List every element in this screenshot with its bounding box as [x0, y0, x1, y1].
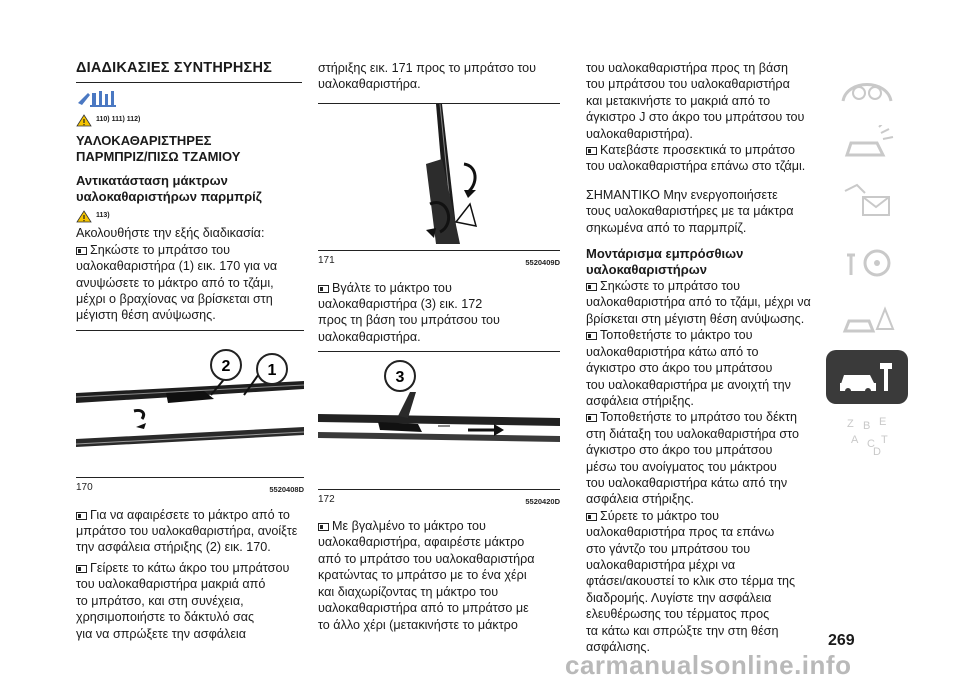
heading-line: υαλοκαθαριστήρων παρμπρίζ — [76, 189, 262, 205]
figure-caption — [318, 250, 560, 271]
car-light-icon — [837, 125, 897, 165]
figure-number: 170 — [76, 482, 93, 494]
text-line: άγκιστρο J στο άκρο του μπράτσου του — [586, 110, 805, 125]
text-line: υαλοκαθαριστήρα από το τζάμι, μέχρι να — [586, 295, 811, 310]
subsection-title — [76, 133, 302, 165]
text-line: σηκωμένα από το παρμπρίζ. — [586, 220, 747, 235]
wiper-maintenance-icon — [76, 89, 128, 109]
text-line: υαλοκαθαριστήρα (3) εικ. 172 — [318, 297, 483, 312]
warning-refs: 110) 111) 112) — [96, 115, 141, 123]
text-line: Σύρετε το μάκτρο του — [600, 508, 720, 523]
text-line: υαλοκαθαριστήρα μέχρι να — [586, 557, 736, 572]
bullet-arrow-icon — [586, 147, 597, 155]
subsection-title-line: ΠΑΡΜΠΡΙΖ/ΠΙΣΩ ΤΖΑΜΙΟΥ — [76, 149, 241, 165]
text-line: μέσω του ανοίγματος του μάκτρου — [586, 459, 777, 474]
text-line: μέχρι ο βραχίονας να βρίσκεται στη — [76, 292, 273, 307]
bullet-arrow-icon — [76, 247, 87, 255]
figure-caption — [318, 489, 560, 510]
continuation-text — [318, 60, 562, 93]
text-line: ασφάλισης. — [586, 640, 650, 654]
text-line: μέγιστη θέση ανύψωσης. — [76, 308, 216, 323]
bullet-arrow-icon — [318, 285, 329, 293]
text-line: του υαλοκαθαριστήρα επάνω στο τζάμι. — [586, 159, 806, 174]
text-line: άγκιστρο στο άκρο του μπράτσου — [586, 443, 773, 458]
step-2 — [76, 507, 302, 556]
alphabet-index-icon — [837, 413, 897, 457]
text-line: άγκιστρο στο άκρο του μπράτσου — [586, 361, 773, 376]
step-c — [586, 409, 822, 507]
figure-170 — [76, 330, 304, 499]
page-number: 269 — [828, 632, 855, 649]
text-line: του υαλοκαθαριστήρα μακριά από — [76, 577, 266, 592]
site-watermark: carmanualsonline.info — [565, 650, 852, 680]
index-letter: C — [867, 438, 875, 450]
text-line: την ασφάλεια στήριξης (2) εικ. 170. — [76, 540, 271, 555]
text-line: το μπράτσο, και στη συνέχεια, — [76, 593, 244, 608]
text-line: φτάσει/ακουστεί το κλικ στο τέρμα της — [586, 574, 796, 589]
tab-messages[interactable] — [826, 176, 908, 230]
dashboard-icon — [837, 67, 897, 107]
step-lower-arm — [586, 142, 822, 175]
text-line: το άλλο χέρι (μετακινήστε το μάκτρο — [318, 617, 518, 632]
bullet-arrow-icon — [586, 513, 597, 521]
callout-3: 3 — [395, 369, 405, 387]
text-line: του υαλοκαθαριστήρα προς τη βάση — [586, 61, 789, 75]
text-line: μπράτσο του υαλοκαθαριστήρα, ανοίξτε — [76, 524, 298, 539]
text-line: βρίσκεται στη μέγιστη θέση ανύψωσης. — [586, 311, 805, 326]
text-line: ασφάλεια στήριξης. — [586, 492, 694, 507]
text-line: στη διάταξη του υαλοκαθαριστήρα στο — [586, 426, 799, 441]
step-remove-blade — [318, 280, 562, 346]
column-1 — [76, 60, 302, 642]
important-note — [586, 187, 822, 236]
index-letter: A — [851, 434, 859, 446]
text-line: και μετακινήστε το μακριά από το — [586, 93, 771, 108]
text-line: του μπράτσου του υαλοκαθαριστήρα — [586, 77, 790, 92]
wiper-blade-slide-illustration — [318, 352, 560, 482]
tab-lights[interactable] — [826, 118, 908, 172]
callout-1: 1 — [267, 361, 277, 379]
text-line: υαλοκαθαριστήρα προς τα επάνω — [586, 525, 775, 540]
text-line: υαλοκαθαριστήρα, αφαιρέστε μάκτρο — [318, 535, 525, 550]
text-line: Βγάλτε το μάκτρο του — [332, 280, 452, 295]
figure-171 — [318, 103, 560, 272]
figure-172 — [318, 351, 560, 510]
warning-refs: 113) — [96, 211, 110, 219]
column-2 — [318, 60, 562, 633]
tab-dashboard[interactable] — [826, 60, 908, 114]
text-line: υαλοκαθαριστήρα). — [586, 126, 693, 141]
index-letter: E — [879, 416, 887, 428]
figure-code: 5520408D — [269, 485, 304, 495]
step-3 — [76, 560, 302, 642]
text-line: για να σπρώξετε την ασφάλεια — [76, 626, 247, 641]
safety-wheel-icon — [837, 241, 897, 281]
step-d — [586, 508, 822, 656]
text-line: κρατώντας το μπράτσο με το ένα χέρι — [318, 568, 527, 583]
bullet-arrow-icon — [318, 523, 329, 531]
column-3 — [586, 60, 822, 655]
tab-safety[interactable] — [826, 234, 908, 288]
tab-index[interactable] — [826, 408, 908, 462]
bullet-arrow-icon — [586, 283, 597, 291]
index-letter: Z — [847, 418, 854, 430]
figure-caption — [76, 477, 304, 498]
intro-text: Ακολουθήστε την εξής διαδικασία: — [76, 226, 265, 241]
step-separate-blade — [318, 518, 562, 633]
text-line: Για να αφαιρέσετε το μάκτρο από το — [90, 507, 290, 522]
installation-heading — [586, 246, 822, 278]
text-line: στήριξης εικ. 171 προς το μπράτσο του — [318, 61, 537, 75]
continuation-text — [586, 60, 822, 142]
text-line: ανυψώσετε το μάκτρο από το τζάμι, — [76, 275, 274, 290]
warning-icon — [76, 114, 92, 127]
figure-code: 5520409D — [525, 258, 560, 268]
text-line: Σηκώστε το μπράτσο του — [600, 279, 741, 294]
step-a — [586, 278, 822, 327]
tab-maintenance[interactable] — [826, 350, 908, 404]
warning-refs-row-2 — [76, 207, 302, 223]
warning-icon — [76, 210, 92, 223]
wiper-release-illustration — [76, 331, 304, 471]
car-service-icon — [834, 357, 900, 397]
text-line: υαλοκαθαριστήρα κάτω από το — [586, 344, 759, 359]
text-line: υαλοκαθαριστήρα από το μπράτσο με — [318, 601, 529, 616]
bullet-arrow-icon — [76, 512, 87, 520]
text-line: στο γάντζο του μπράτσου του — [586, 541, 751, 556]
text-line: του υαλοκαθαριστήρα κάτω από την — [586, 475, 788, 490]
text-line: υαλοκαθαριστήρα. — [318, 77, 421, 92]
text-line: χρησιμοποιήστε το δάκτυλό σας — [76, 610, 255, 625]
subsection-title-line: ΥΑΛΟΚΑΘΑΡΙΣΤΗΡΕΣ — [76, 133, 212, 149]
step-b — [586, 327, 822, 409]
text-line: Γείρετε το κάτω άκρο του μπράτσου — [90, 560, 290, 575]
text-line: του υαλοκαθαριστήρα με ανοιχτή την — [586, 377, 791, 392]
mail-warning-icon — [837, 183, 897, 223]
text-line: από το μπράτσο του υαλοκαθαριστήρα — [318, 551, 535, 566]
heading-line: υαλοκαθαριστήρων — [586, 262, 707, 278]
heading-line: Μοντάρισμα εμπρόσθιων — [586, 246, 744, 262]
text-line: και διαχωρίζοντας τη μάκτρο του — [318, 584, 499, 599]
heading-line: Αντικατάσταση μάκτρων — [76, 173, 228, 189]
text-line: Σηκώστε το μπράτσο του — [90, 242, 231, 257]
step-1 — [76, 242, 302, 324]
figure-number: 171 — [318, 255, 335, 267]
car-crash-icon — [837, 299, 897, 339]
index-letter: B — [863, 420, 871, 432]
tab-emergency[interactable] — [826, 292, 908, 346]
text-line: υαλοκαθαριστήρα (1) εικ. 170 για να — [76, 259, 278, 274]
text-line: ασφάλεια στήριξης. — [586, 393, 694, 408]
index-letter: D — [873, 446, 881, 457]
callout-2: 2 — [221, 357, 231, 375]
maintenance-icon-row — [76, 89, 302, 111]
bullet-arrow-icon — [586, 332, 597, 340]
bullet-arrow-icon — [76, 565, 87, 573]
text-line: τα κάτω και σπρώξτε την στη θέση — [586, 623, 779, 638]
text-line: Τοποθετήστε το μπράτσο του δέκτη — [600, 410, 797, 425]
text-line: τους υαλοκαθαριστήρες με τα μάκτρα — [586, 204, 794, 219]
section-title: ΔΙΑΔΙΚΑΣΙΕΣ ΣΥΝΤΗΡΗΣΗΣ — [76, 60, 273, 76]
figure-code: 5520420D — [525, 496, 560, 506]
text-line: υαλοκαθαριστήρα. — [318, 329, 421, 344]
text-line: Τοποθετήστε το μάκτρο του — [600, 328, 753, 343]
text-line: διαδρομής. Λυγίστε την ασφάλεια — [586, 590, 772, 605]
bullet-arrow-icon — [586, 414, 597, 422]
chapter-sidebar — [826, 60, 908, 466]
section-title-block — [76, 60, 302, 83]
text-line: Κατεβάστε προσεκτικά το μπράτσο — [600, 143, 795, 158]
text-line: ΣΗΜΑΝΤΙΚΟ Μην ενεργοποιήσετε — [586, 187, 778, 202]
text-line: Με βγαλμένο το μάκτρο του — [332, 519, 486, 534]
wiper-lever-illustration — [318, 104, 560, 244]
text-line: προς τη βάση του μπράτσου του — [318, 313, 500, 328]
warning-refs-row — [76, 111, 302, 127]
index-letter: T — [881, 434, 888, 446]
text-line: ελευθέρωσης του τέρματος προς — [586, 607, 770, 622]
figure-number: 172 — [318, 493, 335, 505]
replacement-heading — [76, 173, 302, 205]
